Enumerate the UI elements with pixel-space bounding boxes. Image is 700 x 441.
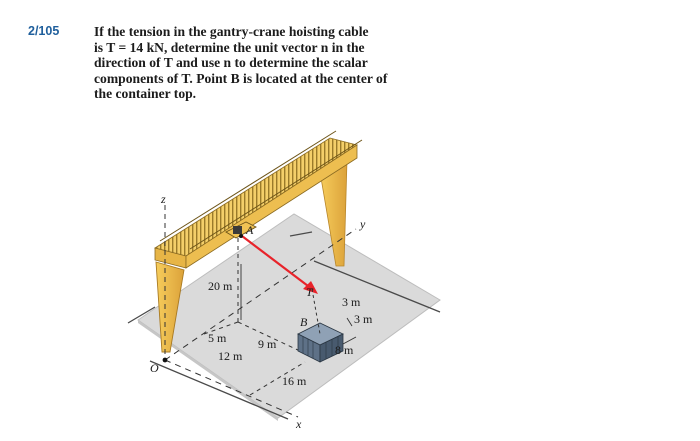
problem-line-5: the container top. bbox=[94, 86, 197, 102]
point-a-dot bbox=[239, 234, 243, 238]
label-t: T bbox=[306, 285, 313, 299]
label-5m: 5 m bbox=[208, 331, 227, 345]
label-9m: 9 m bbox=[258, 337, 277, 351]
label-z: z bbox=[161, 192, 166, 206]
label-y: y bbox=[360, 217, 366, 231]
label-16m: 16 m bbox=[282, 374, 307, 388]
label-8m: 8 m bbox=[335, 343, 354, 357]
label-x: x bbox=[296, 417, 302, 431]
label-12m: 12 m bbox=[218, 349, 243, 363]
problem-number: 2/105 bbox=[28, 24, 60, 38]
problem-line-3: direction of T and use n to determine the scalar bbox=[94, 55, 368, 71]
label-o: O bbox=[150, 361, 159, 375]
label-3m-top: 3 m bbox=[342, 295, 361, 309]
label-20m: 20 m bbox=[208, 279, 233, 293]
problem-line-2: is T = 14 kN, determine the unit vector n in the bbox=[94, 39, 365, 55]
problem-line-4: components of T. Point B is located at the center of bbox=[94, 70, 388, 86]
problem-line-1: If the tension in the gantry-crane hoisting cable bbox=[94, 24, 369, 39]
origin-point bbox=[163, 358, 168, 363]
label-b: B bbox=[300, 315, 308, 329]
trolley-block bbox=[233, 226, 242, 234]
label-a: A bbox=[246, 223, 254, 237]
label-3m-side: 3 m bbox=[354, 312, 373, 326]
